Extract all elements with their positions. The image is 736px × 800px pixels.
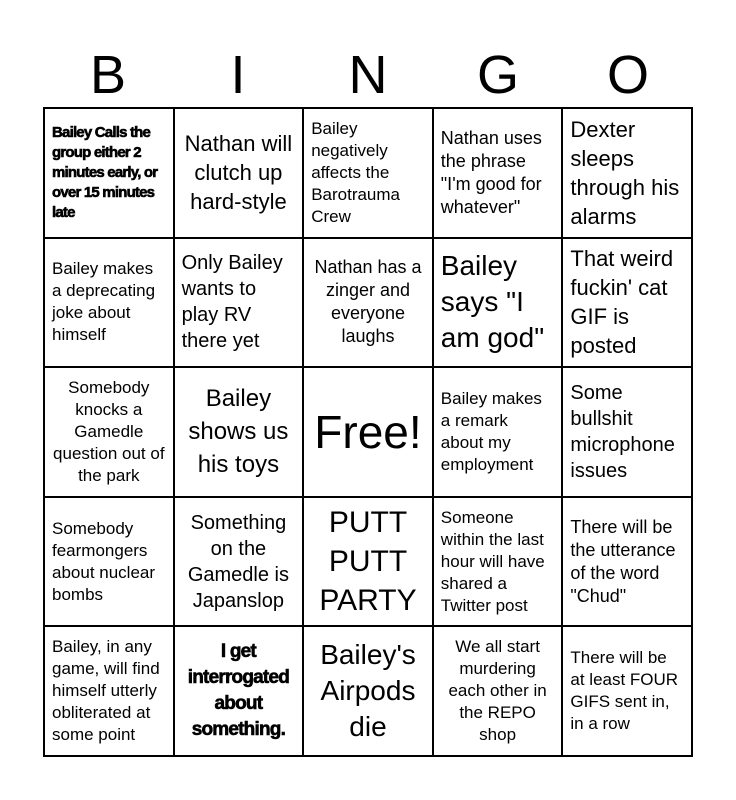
header-letter-b: B: [89, 45, 127, 105]
bingo-cell[interactable]: [44, 367, 174, 497]
bingo-cell[interactable]: [303, 626, 433, 756]
header-letter-o: O: [606, 45, 649, 105]
bingo-cell[interactable]: [433, 497, 563, 627]
bingo-cell[interactable]: [44, 626, 174, 756]
cell-text: Somebody knocks a Gamedle question out of the park: [53, 377, 165, 485]
bingo-cell[interactable]: [433, 367, 563, 497]
free-space-text: Free!: [314, 405, 422, 458]
bingo-cell[interactable]: [174, 108, 304, 238]
cell-text: Bailey makes a remark about my employment: [440, 388, 542, 474]
cell-text: PUTT PUTT PARTY: [319, 506, 417, 618]
bingo-cell[interactable]: [44, 108, 174, 238]
free-space-cell[interactable]: [303, 367, 433, 497]
bingo-grid: [43, 107, 693, 757]
header-letter-g: G: [476, 45, 519, 105]
cell-text: Bailey's Airpods die: [320, 639, 416, 743]
cell-text: Some bullshit microphone issues: [570, 381, 675, 482]
bingo-cell[interactable]: [174, 367, 304, 497]
cell-text: Bailey says "I am god": [440, 250, 545, 354]
cell-text: Nathan has a zinger and everyone laughs: [314, 257, 422, 347]
bingo-cell[interactable]: [433, 626, 563, 756]
cell-text: I get interrogated about something.: [187, 641, 290, 741]
bingo-cell[interactable]: [303, 497, 433, 627]
cell-text: Nathan will clutch up hard-style: [184, 131, 293, 215]
cell-text: Only Bailey wants to play RV there yet: [181, 252, 283, 353]
bingo-cell[interactable]: [562, 626, 692, 756]
cell-text: Bailey makes a deprecating joke about himself: [52, 259, 156, 345]
bingo-cell[interactable]: [562, 367, 692, 497]
cell-text: Bailey shows us his toys: [188, 385, 289, 479]
cell-text: Bailey negatively affects the Barotrauma Crew: [311, 118, 401, 226]
cell-text: There will be at least FOUR GIFS sent in, in a row: [570, 648, 679, 734]
bingo-cell[interactable]: [174, 626, 304, 756]
bingo-cell[interactable]: [562, 108, 692, 238]
cell-text: Bailey Calls the group either 2 minutes early, or over 15 minutes late: [52, 123, 158, 221]
cell-text: There will be the utterance of the word "Chud": [570, 516, 676, 606]
bingo-cell[interactable]: [174, 497, 304, 627]
cell-text: Dexter sleeps through his alarms: [570, 116, 680, 229]
bingo-cell[interactable]: [433, 108, 563, 238]
bingo-cell[interactable]: [433, 238, 563, 368]
bingo-header: [43, 44, 693, 106]
bingo-cell[interactable]: [303, 238, 433, 368]
cell-text: Nathan uses the phrase "I'm good for whatever": [440, 127, 542, 217]
bingo-cell[interactable]: [44, 497, 174, 627]
cell-text: Somebody fearmongers about nuclear bombs: [52, 518, 156, 604]
bingo-cell[interactable]: [562, 238, 692, 368]
cell-text: Bailey, in any game, will find himself utterly obliterated at some point: [52, 637, 160, 745]
header-letter-i: I: [230, 45, 246, 105]
bingo-cell[interactable]: [303, 108, 433, 238]
cell-text: That weird fuckin' cat GIF is posted: [570, 246, 674, 359]
bingo-cell[interactable]: [174, 238, 304, 368]
cell-text: Something on the Gamedle is Japanslop: [187, 511, 289, 612]
cell-text: Someone within the last hour will have shared a Twitter post: [440, 507, 545, 615]
bingo-cell[interactable]: [44, 238, 174, 368]
bingo-cell[interactable]: [562, 497, 692, 627]
header-letter-n: N: [348, 45, 388, 105]
cell-text: We all start murdering each other in the REPO shop: [448, 637, 547, 745]
